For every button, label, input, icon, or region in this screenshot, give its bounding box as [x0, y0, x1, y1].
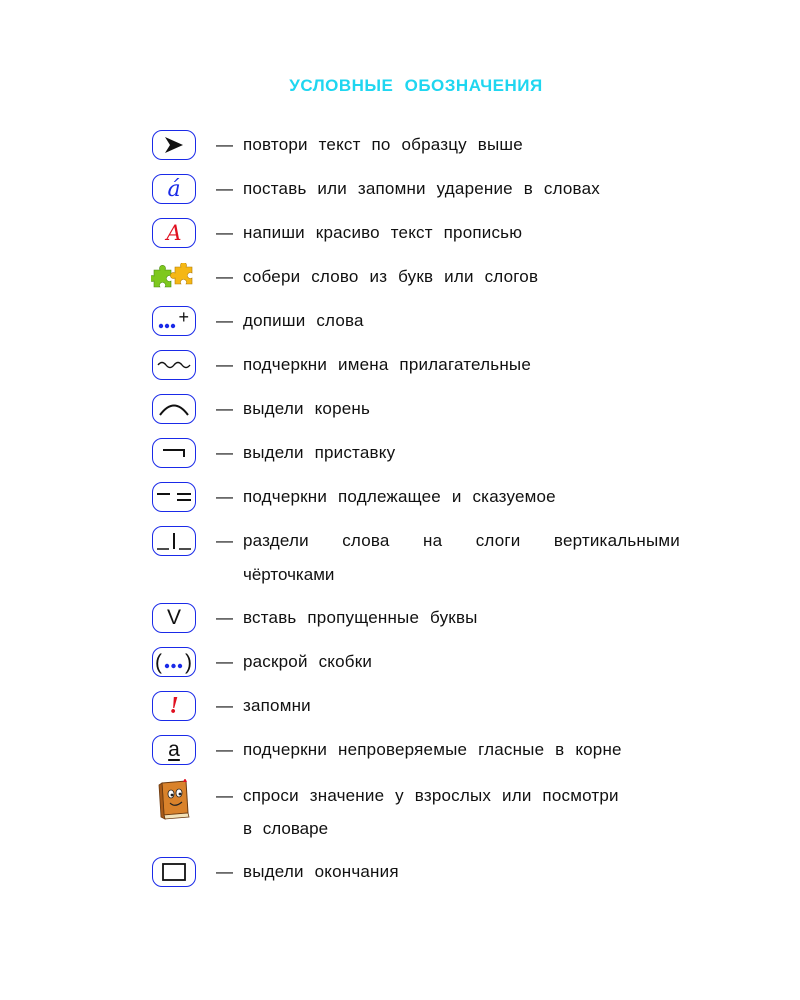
exclamation-glyph: ! — [169, 692, 179, 719]
svg-text:(: ( — [155, 651, 162, 674]
legend-text: повтори текст по образцу выше — [243, 135, 523, 154]
exclamation-icon — [152, 691, 196, 721]
checkmark-v-icon — [152, 603, 196, 633]
stress-letter-icon — [152, 174, 196, 204]
dash: — — [216, 267, 233, 286]
legend-text-continuation: чёрточками — [243, 565, 335, 584]
dash: — — [216, 652, 233, 671]
legend-text: вставь пропущенные буквы — [243, 608, 478, 627]
legend-text: раздели слова на слоги вертикальными — [243, 531, 680, 550]
cursive-glyph: А — [166, 221, 182, 245]
subject-predicate-icon — [152, 482, 196, 512]
dash: — — [216, 608, 233, 627]
dash: — — [216, 399, 233, 418]
legend-text: подчеркни непроверяемые гласные в корне — [243, 740, 622, 759]
legend-text: напиши красиво текст прописью — [243, 223, 523, 242]
legend-text-continuation: в словаре — [243, 819, 329, 838]
dash: — — [216, 443, 233, 462]
dash: — — [216, 311, 233, 330]
arrow-icon — [152, 130, 196, 160]
legend-text: собери слово из букв или слогов — [243, 267, 539, 286]
legend-text: выдели окончания — [243, 862, 399, 881]
dash: — — [216, 487, 233, 506]
puzzle-icon — [150, 260, 198, 294]
a-glyph: а — [168, 738, 180, 761]
legend-text: допиши слова — [243, 311, 364, 330]
dash: — — [216, 135, 233, 154]
dash: — — [216, 862, 233, 881]
dots-plus-icon — [152, 306, 196, 336]
root-arc-icon — [152, 394, 196, 424]
dictionary-book-icon — [150, 779, 198, 821]
dash: — — [216, 531, 233, 550]
legend-text: выдели корень — [243, 399, 371, 418]
cursive-a-icon — [152, 218, 196, 248]
legend-text: раскрой скобки — [243, 652, 373, 671]
legend-text: поставь или запомни ударение в словах — [243, 179, 600, 198]
dash: — — [216, 179, 233, 198]
syllable-divider-icon — [152, 526, 196, 556]
legend-text: спроси значение у взрослых или посмотри — [243, 786, 619, 805]
ending-box-icon — [152, 857, 196, 887]
dash: — — [216, 740, 233, 759]
legend-text: запомни — [243, 696, 311, 715]
dash: — — [216, 223, 233, 242]
page-title: УСЛОВНЫЕ ОБОЗНАЧЕНИЯ — [289, 76, 543, 95]
legend-text: выдели приставку — [243, 443, 396, 462]
legend-text: подчеркни имена прилагательные — [243, 355, 531, 374]
prefix-mark-icon — [152, 438, 196, 468]
underlined-a-icon — [152, 735, 196, 765]
dash: — — [216, 696, 233, 715]
svg-text:): ) — [185, 651, 192, 674]
brackets-icon — [152, 647, 196, 677]
v-glyph: V — [166, 606, 181, 629]
wavy-line-icon — [152, 350, 196, 380]
dash: — — [216, 355, 233, 374]
plus-glyph: + — [178, 307, 189, 327]
stress-glyph: á — [167, 176, 181, 202]
legend-text: подчеркни подлежащее и сказуемое — [243, 487, 556, 506]
dash: — — [216, 786, 233, 805]
